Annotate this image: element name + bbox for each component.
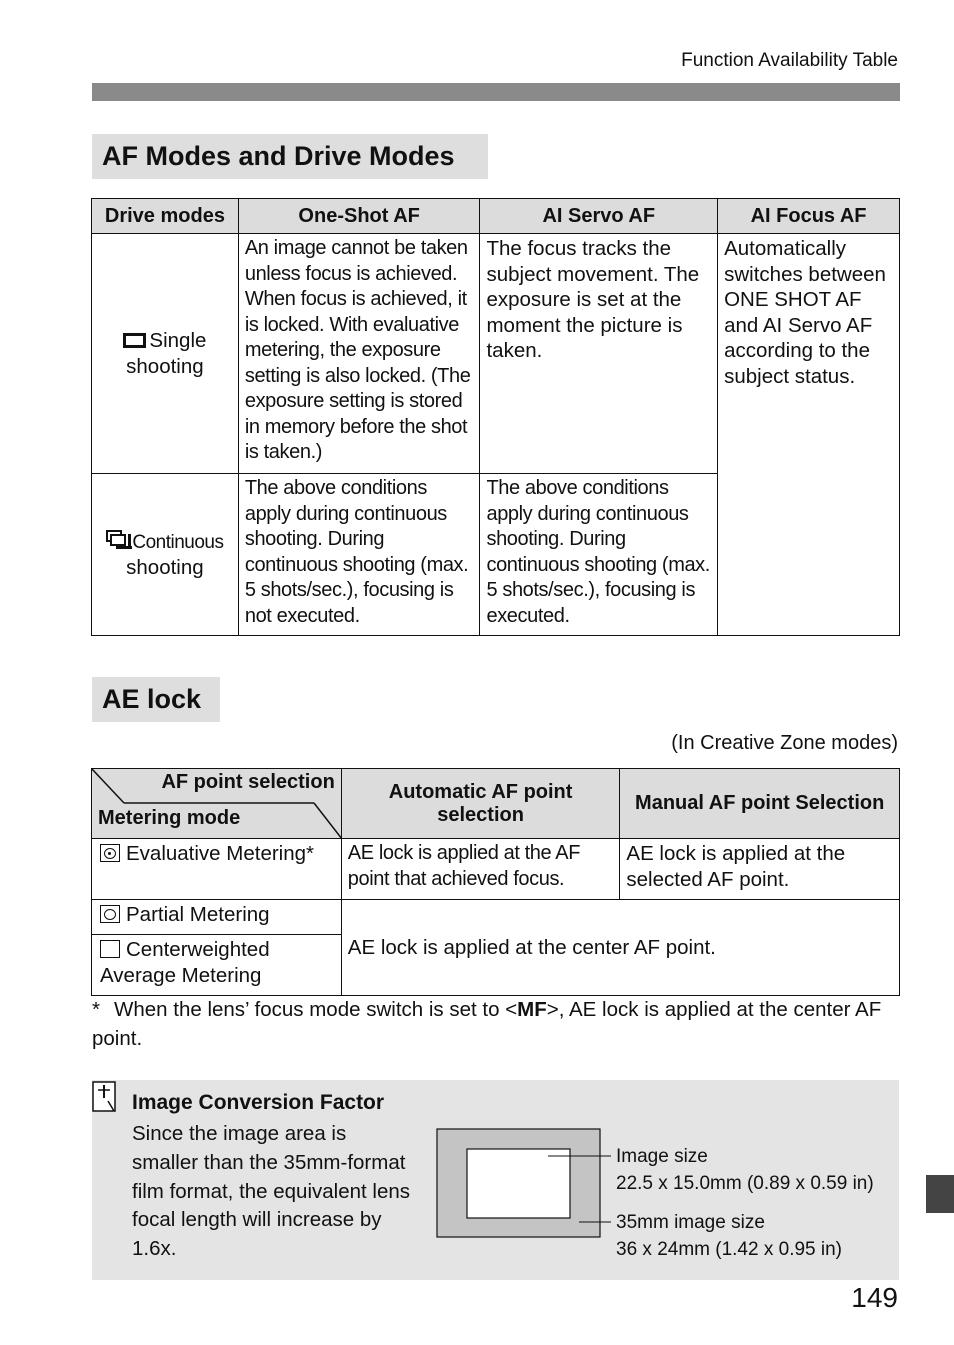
evaluative-auto-text: AE lock is applied at the AF point that achieved focus. (341, 839, 620, 900)
ai-focus-text: Automatically switches between ONE SHOT AF and AI Servo AF according to the subject status. (718, 234, 900, 636)
ae-lock-footnote: * When the lens’ focus mode switch is set to <MF>, AE lock is applied at the center AF point. (92, 998, 882, 1050)
header-rule (92, 83, 900, 101)
corner-bottom-label: Metering mode (98, 807, 241, 829)
row-centerweighted: Centerweighted Average Metering (92, 935, 342, 996)
drive-mode-continuous: Continuous shooting (92, 474, 239, 636)
single-shooting-icon (123, 333, 146, 348)
chapter-tab (926, 1175, 954, 1213)
tip-box (92, 1080, 899, 1280)
evaluative-metering-icon (100, 844, 120, 862)
tip-title: Image Conversion Factor (132, 1091, 385, 1114)
header-manual-af: Manual AF point Selection (620, 769, 900, 839)
memo-icon (92, 1080, 122, 1114)
header-ai-servo-af: AI Servo AF (480, 199, 718, 234)
image-size-label: Image size 22.5 x 15.0mm (0.89 x 0.59 in) (616, 1146, 874, 1194)
partial-metering-icon (100, 905, 120, 923)
ae-lock-context-note: (In Creative Zone modes) (671, 732, 898, 754)
shared-center-af-text: AE lock is applied at the center AF point. (341, 900, 899, 996)
section-title-af-modes: AF Modes and Drive Modes (92, 134, 488, 179)
header-one-shot-af: One-Shot AF (238, 199, 480, 234)
section-title-ae-lock: AE lock (92, 677, 220, 722)
single-one-shot-text: An image cannot be taken unless focus is achieved. When focus is achieved, it is locked. With evaluative metering, the exposure setting is also locked. (The exposure setting is stored in memory before the shot is taken.) (238, 234, 480, 474)
af-drive-modes-table (91, 198, 900, 636)
header-drive-modes: Drive modes (92, 199, 239, 234)
continuous-one-shot-text: The above conditions apply during continuous shooting. During continuous shooting (max. 5 shots/sec.), focusing is not executed. (238, 474, 480, 636)
sensor-size-diagram (436, 1128, 616, 1240)
row-partial: Partial Metering (92, 900, 342, 935)
corner-header (92, 769, 342, 839)
drive-mode-single: Single shooting (92, 234, 239, 474)
corner-top-label: AF point selection (161, 771, 335, 793)
header-automatic-af: Automatic AF point selection (341, 769, 620, 839)
row-evaluative: Evaluative Metering* (92, 839, 342, 900)
running-header: Function Availability Table (681, 50, 898, 71)
header-ai-focus-af: AI Focus AF (718, 199, 900, 234)
centerweighted-metering-icon (100, 940, 120, 958)
tip-body: Since the image area is smaller than the 35mm-format film format, the equivalent lens focal length will increase by 1.6x. (132, 1122, 411, 1261)
single-ai-servo-text: The focus tracks the subject movement. The exposure is set at the moment the picture is taken. (480, 234, 718, 474)
evaluative-manual-text: AE lock is applied at the selected AF point. (620, 839, 900, 900)
page-number: 149 (851, 1282, 898, 1313)
film-size-label: 35mm image size 36 x 24mm (1.42 x 0.95 in) (616, 1212, 842, 1260)
continuous-shooting-icon (106, 530, 132, 550)
continuous-ai-servo-text: The above conditions apply during continuous shooting. During continuous shooting (max. 5 shots/sec.), focusing is executed. (480, 474, 718, 636)
ae-lock-table (91, 768, 900, 996)
